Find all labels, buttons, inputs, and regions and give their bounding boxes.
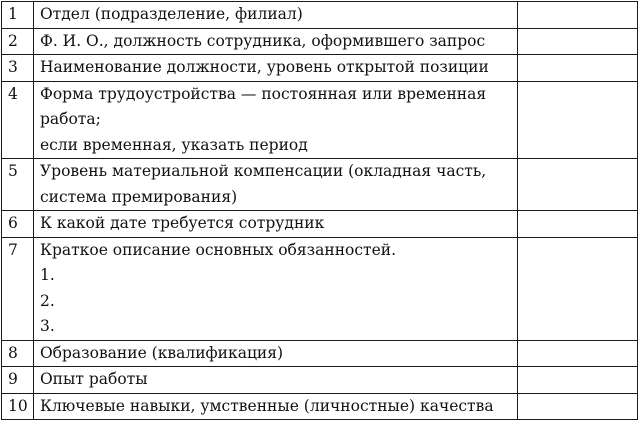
row-number: 5 bbox=[2, 159, 34, 211]
row-label bbox=[33, 28, 517, 55]
row-number: 2 bbox=[2, 28, 34, 55]
row-number: 1 bbox=[2, 2, 34, 29]
row-label bbox=[33, 393, 517, 420]
row-value-cell[interactable] bbox=[518, 393, 638, 420]
row-label-line: Образование (квалификация) bbox=[39, 343, 284, 362]
table-row bbox=[2, 211, 638, 238]
row-label-line: работа; bbox=[39, 110, 101, 128]
table-row bbox=[2, 340, 638, 367]
table-row bbox=[2, 159, 638, 211]
table-row bbox=[2, 367, 638, 394]
table-row bbox=[2, 393, 638, 420]
row-label bbox=[33, 159, 517, 211]
row-label-line: если временная, указать период bbox=[39, 135, 308, 154]
row-value-cell[interactable] bbox=[518, 211, 638, 238]
row-label bbox=[33, 211, 517, 238]
row-value-cell[interactable] bbox=[518, 2, 638, 29]
row-label bbox=[33, 81, 517, 159]
row-label bbox=[33, 340, 517, 367]
row-label-line: Опыт работы bbox=[39, 370, 148, 388]
row-value-cell[interactable] bbox=[518, 159, 638, 211]
row-number: 4 bbox=[2, 81, 34, 159]
row-number: 3 bbox=[2, 55, 34, 82]
row-number: 7 bbox=[2, 237, 34, 340]
row-label-line: Уровень материальной компенсации (окладная часть, bbox=[39, 162, 487, 180]
row-label-line: Ключевые навыки, умственные (личностные) качества bbox=[39, 396, 494, 415]
table-row bbox=[2, 28, 638, 55]
table-row bbox=[2, 237, 638, 340]
row-label-line: К какой дате требуется сотрудник bbox=[39, 214, 325, 232]
row-number: 10 bbox=[2, 393, 34, 420]
row-number: 9 bbox=[2, 367, 34, 394]
row-number: 8 bbox=[2, 340, 34, 367]
row-label bbox=[33, 55, 517, 82]
row-value-cell[interactable] bbox=[518, 55, 638, 82]
row-label-line: Ф. И. О., должность сотрудника, оформившего запрос bbox=[39, 31, 486, 50]
row-value-cell[interactable] bbox=[518, 237, 638, 340]
row-label bbox=[33, 237, 517, 340]
row-value-cell[interactable] bbox=[518, 340, 638, 367]
row-label-line: Краткое описание основных обязанностей. bbox=[39, 240, 397, 259]
request-form-table bbox=[1, 1, 638, 420]
duty-item-1: 1. bbox=[39, 266, 55, 284]
row-number: 6 bbox=[2, 211, 34, 238]
table-row bbox=[2, 81, 638, 159]
duty-item-2: 2. bbox=[39, 291, 55, 310]
duty-item-3: 3. bbox=[39, 317, 55, 335]
row-value-cell[interactable] bbox=[518, 28, 638, 55]
row-label bbox=[33, 2, 517, 29]
row-label bbox=[33, 367, 517, 394]
table-row bbox=[2, 55, 638, 82]
row-value-cell[interactable] bbox=[518, 367, 638, 394]
row-label-line: Отдел (подразделение, филиал) bbox=[39, 5, 303, 23]
row-value-cell[interactable] bbox=[518, 81, 638, 159]
table-row bbox=[2, 2, 638, 29]
row-label-line: система премирования) bbox=[39, 187, 238, 206]
row-label-line: Наименование должности, уровень открытой позиции bbox=[39, 58, 489, 76]
row-label-line: Форма трудоустройства — постоянная или временная bbox=[39, 84, 487, 103]
